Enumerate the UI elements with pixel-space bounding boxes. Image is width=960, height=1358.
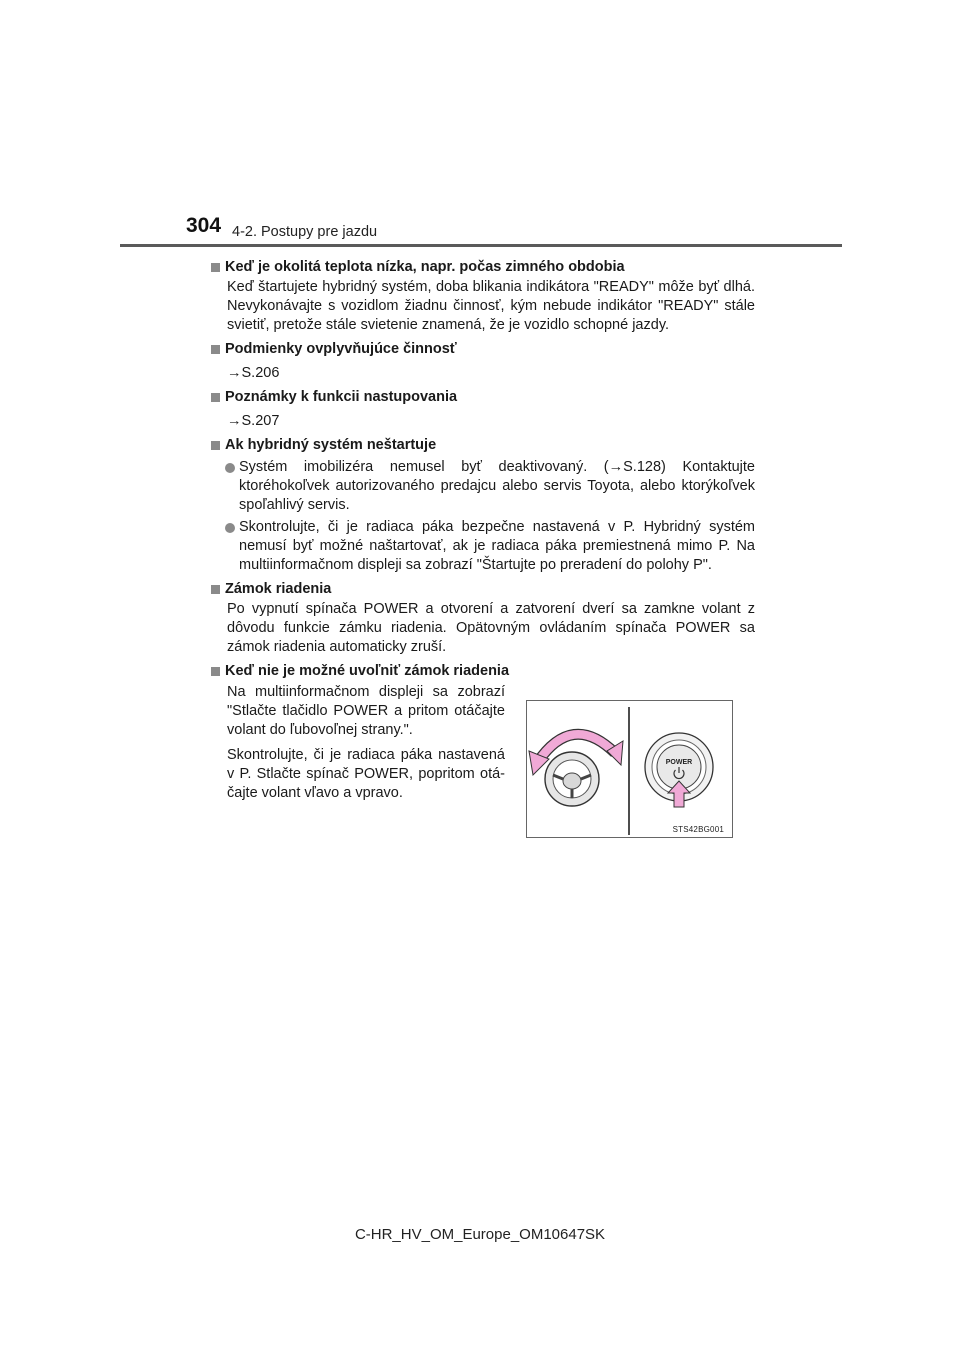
page-reference-link[interactable]: →S.207 [227,413,280,429]
square-bullet-icon [211,345,220,354]
square-bullet-icon [211,667,220,676]
steering-wheel-icon [545,752,599,806]
body-unlock-steps: Skontrolujte, či je radiaca páka nastavená v P. Stlačte spínač POWER, popritom otá-čajte volant vľavo a vpravo. [227,747,505,801]
header-rule [120,244,842,247]
heading-notes: Poznámky k funkcii nastupovania [225,389,458,405]
body-unlock-display: Na multiinformačnom displeji sa zobrazí "Stlačte tlačidlo POWER a pritom otáčajte volant do ľubovoľnej strany.". [227,684,505,738]
square-bullet-icon [211,263,220,272]
square-bullet-icon [211,585,220,594]
bullet-immobilizer: Systém imobilizéra nemusel byť deaktivovaný. (→S.128) Kontaktujte ktoréhokoľvek autorizovaného predajcu alebo servis Toyota, alebo ktorýkoľvek spoľahlivý servis. [239,459,755,513]
body-cold: Keď štartujete hybridný systém, doba blikania indikátora "READY" môže byť dlhá. Nevykonávajte s vozidlom žiadnu činnosť, kým nebude indikátor "READY" stále svietiť, pretože stále svietenie znamená, že je vozidlo schopné jazdy. [227,279,755,333]
heading-cold: Keď je okolitá teplota nízka, napr. počas zimného obdobia [225,259,625,275]
section-cold [210,258,755,335]
heading-no-start: Ak hybridný systém neštartuje [225,437,437,453]
steering-power-illustration [526,700,733,838]
heading-lock: Zámok riadenia [225,581,332,597]
body-lock: Po vypnutí spínača POWER a otvorení a zatvorení dverí sa zamkne volant z dôvodu funkcie zámku riadenia. Opätovným ovládaním spínača POWER sa zámok riadenia automaticky zruší. [227,601,755,655]
page-reference-link[interactable]: →S.206 [227,365,280,381]
section-lock [210,580,755,657]
section-unlock [210,662,755,843]
round-bullet-icon [225,463,235,473]
document-footer: C-HR_HV_OM_Europe_OM10647SK [354,1226,606,1243]
section-notes [210,388,755,431]
section-conditions [210,340,755,383]
square-bullet-icon [211,441,220,450]
section-no-start [210,436,755,575]
round-bullet-icon [225,523,235,533]
illustration-svg [527,701,732,837]
page-content [210,253,755,843]
heading-conditions: Podmienky ovplyvňujúce činnosť [225,341,457,357]
heading-unlock: Keď nie je možné uvoľniť zámok riadenia [225,663,510,679]
bullet-shift-lever: Skontrolujte, či je radiaca páka bezpečne nastavená v P. Hybridný systém nemusí byť možné naštartovať, ak je radiaca páka premiestnená mimo P. Na multiinformačnom displeji sa zobrazí "Štartujte po preradení do polohy P". [239,519,755,573]
square-bullet-icon [211,393,220,402]
figure-code: STS42BG001 [672,825,724,834]
section-title: 4-2. Postupy pre jazdu [232,224,378,240]
page-number: 304 [186,214,222,237]
power-button-label: POWER [665,759,693,766]
